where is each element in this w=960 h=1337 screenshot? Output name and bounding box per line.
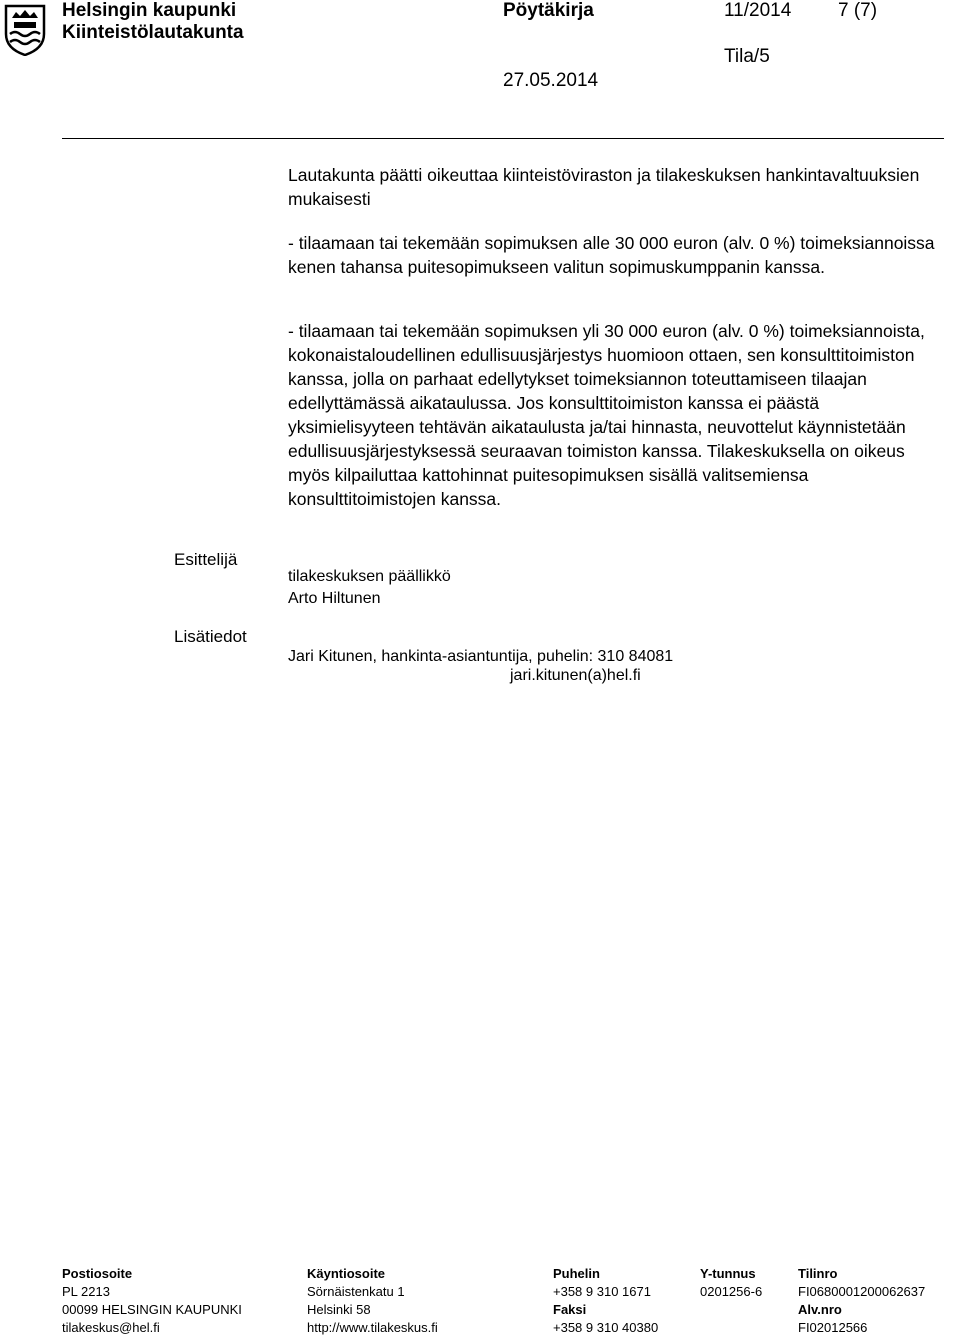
meeting-number: 11/2014 (724, 0, 792, 21)
presenter-title: tilakeskuksen päällikkö (288, 568, 451, 585)
visit-label: Käyntiosoite (307, 1266, 386, 1281)
footer-website[interactable]: http://www.tilakeskus.fi (307, 1320, 438, 1335)
meeting-date: 27.05.2014 (503, 70, 599, 91)
org-name: Helsingin kaupunki (62, 0, 237, 21)
ytunnus-value: 0201256-6 (700, 1284, 763, 1299)
footer-visit (307, 1265, 438, 1337)
visit-street: Sörnäistenkatu 1 (307, 1284, 405, 1299)
alvnro-label: Alv.nro (798, 1302, 842, 1317)
alvnro-value: FI02012566 (798, 1320, 868, 1335)
page-number: 7 (7) (838, 0, 878, 21)
footer-account (798, 1265, 925, 1337)
tilinro-value: FI0680001200062637 (798, 1284, 926, 1299)
fax-number: +358 9 310 40380 (553, 1320, 659, 1335)
presenter-label: Esittelijä (174, 550, 238, 569)
phone-number: +358 9 310 1671 (553, 1284, 651, 1299)
decision-intro: Lautakunta päätti oikeuttaa kiinteistöviraston ja tilakeskuksen hankintavaltuuksien mukaisesti (288, 165, 920, 209)
footer-phone (553, 1265, 658, 1337)
footer-ytunnus (700, 1265, 762, 1301)
header-divider (62, 138, 944, 139)
info-contact: Jari Kitunen, hankinta-asiantuntija, puhelin: 310 84081 (288, 648, 674, 665)
ytunnus-label: Y-tunnus (700, 1266, 756, 1281)
document-type: Pöytäkirja (503, 0, 594, 21)
decision-bullet-1: - tilaamaan tai tekemään sopimuksen alle 30 000 euron (alv. 0 %) toimeksiannoissa kenen tahansa puitesopimukseen valitun sopimuskumppanin kanssa. (288, 233, 935, 277)
footer-postal (62, 1265, 242, 1337)
postal-box: PL 2213 (62, 1284, 110, 1299)
board-name: Kiinteistölautakunta (62, 22, 244, 43)
postal-city: 00099 HELSINGIN KAUPUNKI (62, 1302, 242, 1317)
phone-label: Puhelin (553, 1266, 600, 1281)
info-label: Lisätiedot (174, 627, 247, 646)
presenter-name: Arto Hiltunen (288, 590, 381, 607)
fax-label: Faksi (553, 1302, 587, 1317)
tilinro-label: Tilinro (798, 1266, 838, 1281)
visit-city: Helsinki 58 (307, 1302, 371, 1317)
footer-email[interactable]: tilakeskus@hel.fi (62, 1320, 160, 1335)
helsinki-crest-icon (4, 4, 46, 56)
postal-label: Postiosoite (62, 1266, 133, 1281)
info-email[interactable]: jari.kitunen(a)hel.fi (510, 667, 641, 684)
decision-bullet-2: - tilaamaan tai tekemään sopimuksen yli 30 000 euron (alv. 0 %) toimeksiannoista, kokonaistaloudellinen edullisuusjärjestys huomioon ottaen, sen konsulttitoimiston kanssa, jolla on parhaat edellytykset toimeksiannon toteuttamiseen tilaajan edellyttämässä aikataulussa. Jos konsulttitoimiston kanssa ei päästä yksimielisyyteen tehtävän aikataulusta ja/tai hinnasta, neuvottelut käynnistetään edullisuusjärjestyksessä seuraavan toimiston kanssa. Tilakeskuksella on oikeus myös kilpailuttaa kattohinnat puitesopimuksen sisällä valitsemiensa konsulttitoimistojen kanssa. (288, 321, 925, 509)
agenda-item: Tila/5 (724, 46, 770, 67)
